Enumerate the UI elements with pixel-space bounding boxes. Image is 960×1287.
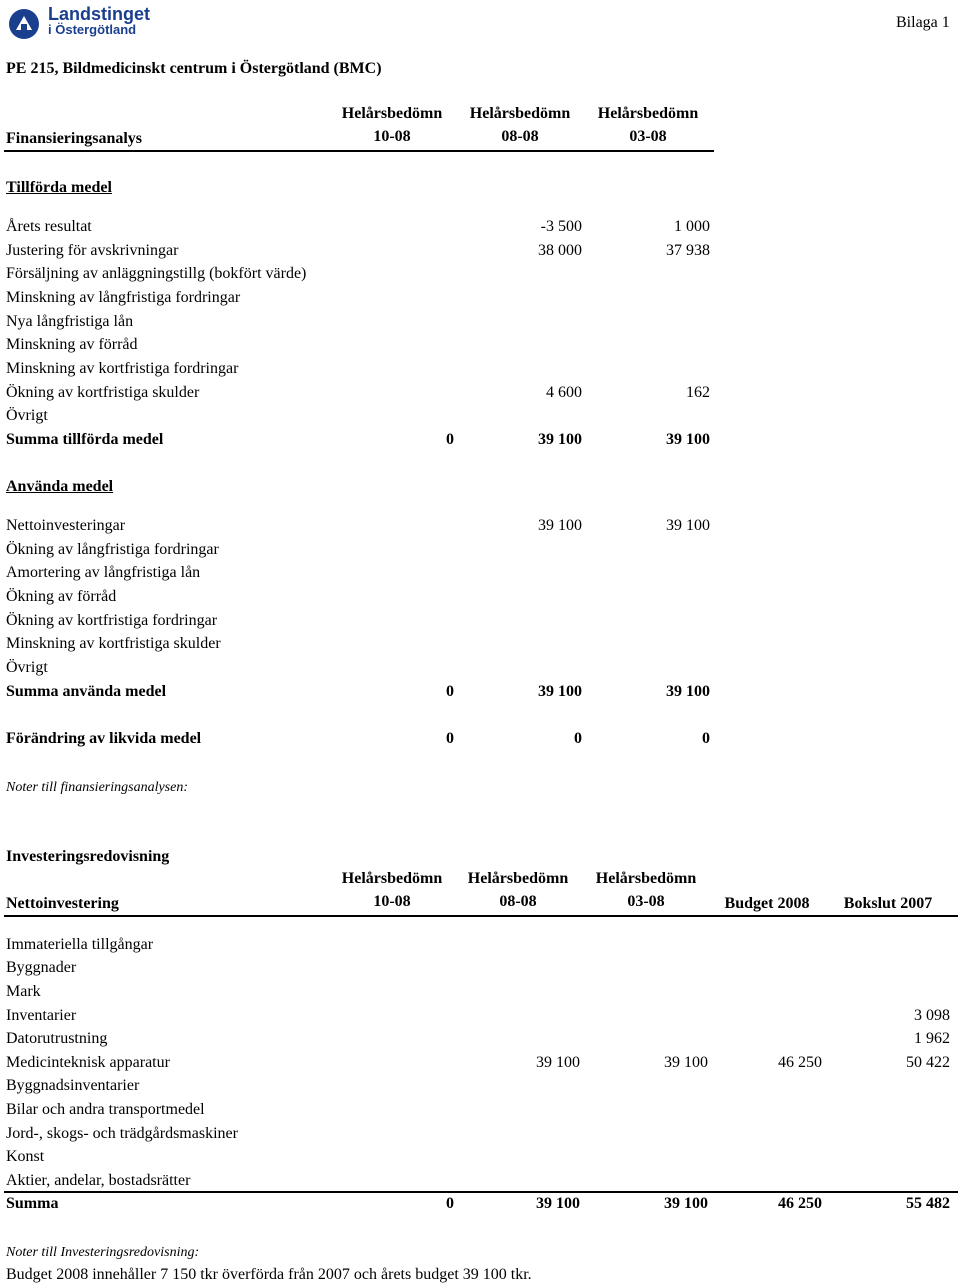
logo-emblem-icon: [8, 8, 40, 40]
row-label: Ökning av förråd: [6, 588, 117, 605]
row-label: Nya långfristiga lån: [6, 313, 134, 330]
investering-header-rule: [4, 915, 958, 917]
col-header-1-line2: 10-08: [373, 128, 411, 145]
investering-heading: Investeringsredovisning: [6, 848, 170, 865]
row-value: 38 000: [538, 242, 582, 259]
investering-note-text: Budget 2008 innehåller 7 150 tkr överförda från 2007 och årets budget 39 100 tkr.: [6, 1266, 532, 1283]
page-title: PE 215, Bildmedicinskt centrum i Östergötland (BMC): [6, 60, 382, 77]
sum-label: Summa tillförda medel: [6, 431, 164, 448]
row-value: -3 500: [540, 218, 582, 235]
finansiering-label: Finansieringsanalys: [6, 130, 143, 147]
row-value: 46 250: [778, 1054, 822, 1071]
sum-value: 55 482: [906, 1195, 950, 1212]
sum-value: 39 100: [666, 683, 710, 700]
row-label: Nettoinvesteringar: [6, 517, 126, 534]
row-label: Övrigt: [6, 407, 48, 424]
row-label: Bilar och andra transportmedel: [6, 1101, 205, 1118]
inv-col-header-4: Budget 2008: [724, 895, 810, 912]
col-header-1-line1: Helårsbedömn: [341, 105, 443, 122]
row-label: Immateriella tillgångar: [6, 936, 154, 953]
investering-note-label: Noter till Investeringsredovisning:: [6, 1245, 200, 1260]
row-label: Ökning av kortfristiga fordringar: [6, 612, 218, 629]
row-label: Minskning av kortfristiga skulder: [6, 635, 221, 652]
section-heading-tillforda: Tillförda medel: [6, 179, 112, 196]
row-label: Övrigt: [6, 659, 48, 676]
row-label: Aktier, andelar, bostadsrätter: [6, 1172, 191, 1189]
sum-value: 39 100: [666, 431, 710, 448]
sum-value: 0: [446, 431, 454, 448]
sum-value: 39 100: [538, 683, 582, 700]
col-header-2-line2: 08-08: [501, 128, 539, 145]
sum-label: Summa använda medel: [6, 683, 167, 700]
row-label: Amortering av långfristiga lån: [6, 564, 201, 581]
row-label: Datorutrustning: [6, 1030, 108, 1047]
change-value: 0: [702, 730, 710, 747]
inv-col-header-1-line1: Helårsbedömn: [341, 870, 443, 887]
section-heading-anvanda: Använda medel: [6, 478, 114, 495]
sum-value: 39 100: [536, 1195, 580, 1212]
row-value: 37 938: [666, 242, 710, 259]
row-label: Medicinteknisk apparatur: [6, 1054, 170, 1071]
investering-label: Nettoinvestering: [6, 895, 119, 912]
row-label: Byggnadsinventarier: [6, 1077, 140, 1094]
col-header-3-line2: 03-08: [629, 128, 667, 145]
inv-col-header-2-line2: 08-08: [499, 893, 537, 910]
row-value: 39 100: [536, 1054, 580, 1071]
header-rule: [4, 150, 714, 152]
row-label: Konst: [6, 1148, 45, 1165]
sum-value: 0: [446, 683, 454, 700]
sum-label: Summa: [6, 1195, 59, 1212]
inv-col-header-3-line2: 03-08: [627, 893, 665, 910]
row-value: 50 422: [906, 1054, 950, 1071]
inv-col-header-3-line1: Helårsbedömn: [595, 870, 697, 887]
row-value: 162: [686, 384, 710, 401]
row-label: Minskning av förråd: [6, 336, 138, 353]
row-value: 39 100: [664, 1054, 708, 1071]
investering-sum-rule: [4, 1191, 958, 1193]
inv-col-header-1-line2: 10-08: [373, 893, 411, 910]
row-value: 4 600: [546, 384, 582, 401]
row-label: Ökning av långfristiga fordringar: [6, 541, 219, 558]
row-label: Jord-, skogs- och trädgårdsmaskiner: [6, 1125, 238, 1142]
row-label: Försäljning av anläggningstillg (bokfört värde): [6, 265, 307, 282]
change-label: Förändring av likvida medel: [6, 730, 202, 747]
row-label: Inventarier: [6, 1007, 77, 1024]
row-value: 1 000: [674, 218, 710, 235]
row-value: 3 098: [914, 1007, 950, 1024]
landstinget-logo: [8, 4, 168, 42]
row-value: 1 962: [914, 1030, 950, 1047]
sum-value: 39 100: [664, 1195, 708, 1212]
change-value: 0: [574, 730, 582, 747]
col-header-3-line1: Helårsbedömn: [597, 105, 699, 122]
sum-value: 39 100: [538, 431, 582, 448]
row-label: Byggnader: [6, 959, 77, 976]
row-label: Årets resultat: [6, 218, 92, 235]
sum-value: 46 250: [778, 1195, 822, 1212]
row-label: Minskning av långfristiga fordringar: [6, 289, 241, 306]
sum-value: 0: [446, 1195, 454, 1212]
inv-col-header-5: Bokslut 2007: [843, 895, 933, 912]
inv-col-header-2-line1: Helårsbedömn: [467, 870, 569, 887]
row-label: Justering för avskrivningar: [6, 242, 179, 259]
logo-line-1: Landstinget: [48, 4, 150, 24]
row-label: Mark: [6, 983, 41, 1000]
row-label: Ökning av kortfristiga skulder: [6, 384, 200, 401]
change-value: 0: [446, 730, 454, 747]
row-label: Minskning av kortfristiga fordringar: [6, 360, 239, 377]
attachment-label: Bilaga 1: [896, 14, 950, 31]
col-header-2-line1: Helårsbedömn: [469, 105, 571, 122]
logo-line-2: i Östergötland: [48, 22, 137, 37]
finansiering-note: Noter till finansieringsanalysen:: [6, 780, 188, 795]
row-value: 39 100: [538, 517, 582, 534]
row-value: 39 100: [666, 517, 710, 534]
